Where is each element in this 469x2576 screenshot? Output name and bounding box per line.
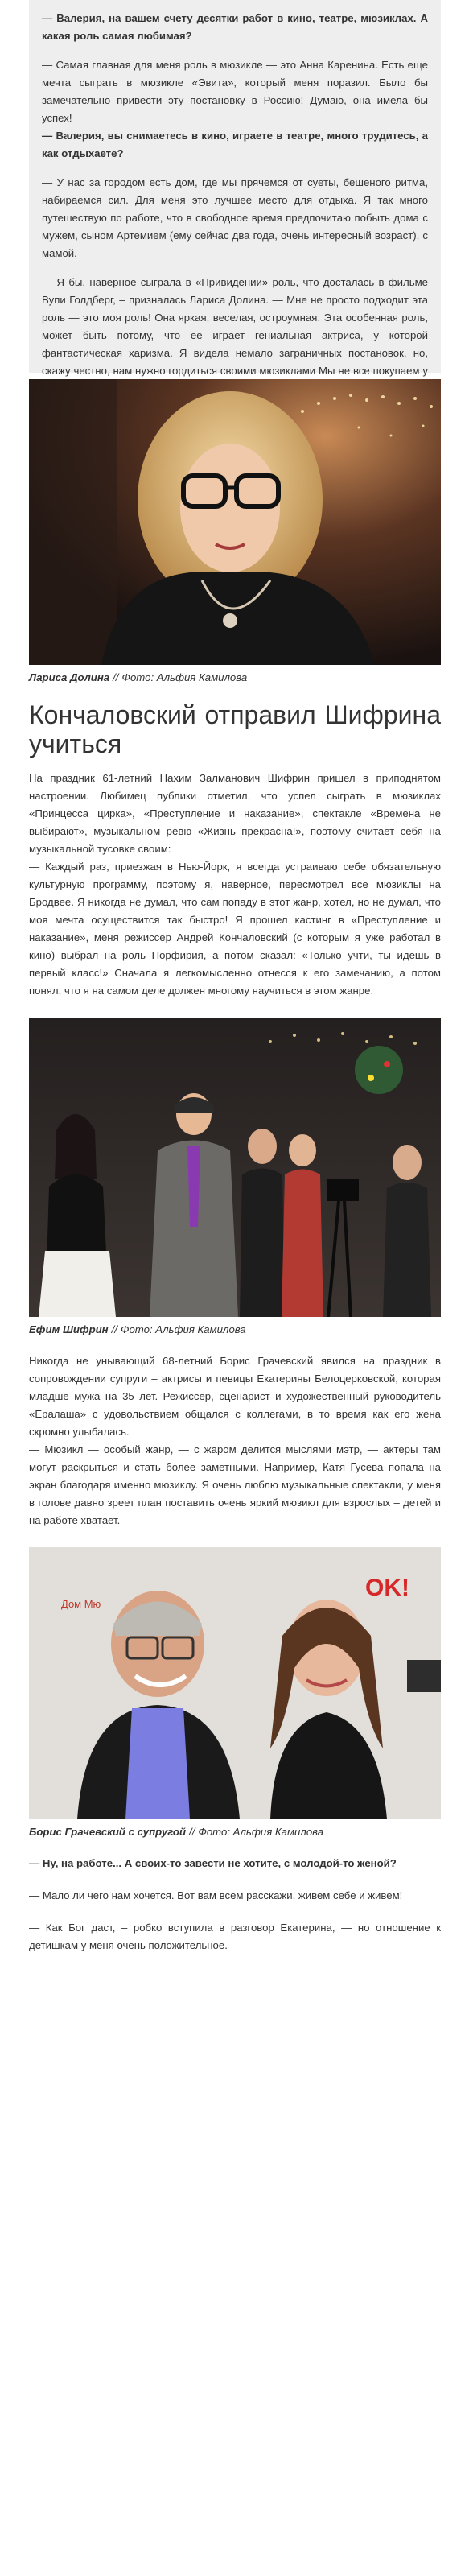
caption-separator: // bbox=[189, 1826, 195, 1838]
caption-separator: // bbox=[113, 671, 119, 683]
section-body bbox=[29, 1352, 441, 1530]
dialogue-question: — Ну, на работе... А своих-то завести не хотите, с молодой-то женой? bbox=[29, 1857, 397, 1869]
paragraph: — Каждый раз, приезжая в Нью-Йорк, я всегда устраиваю себе обязательную культурную программу, поэтому я, наверное, пересмотрел все мюзиклы на Бродвее. Я никогда не думал, что сам попаду в этот жанр, хотел, но не думал, что моя мечта осуществится так быстро! Я прошел кастинг в «Преступление и наказание», меня режиссер Андрей Кончаловский (с которым я уже работал в кино) выбрал на роль Порфирия, а потом сказал: «Только учти, ты идешь в первый класс!» Сначала я легкомысленно отнесся к его замечанию, а потом понял, что я на самом деле должен многому научиться в этом жанре. bbox=[29, 861, 441, 997]
caption-name: Ефим Шифрин bbox=[29, 1323, 109, 1335]
photo-caption bbox=[29, 1322, 441, 1338]
backdrop-logo-ok: OK! bbox=[365, 1575, 409, 1601]
section-dialogue bbox=[29, 1855, 441, 1955]
interview-answer: — Самая главная для меня роль в мюзикле — это Анна Каренина. Есть еще мечта сыграть в мюзикле «Эвита», который меня поразил. Было бы замечательно привести эту постановку в Россию! Думаю, она имела бы успех! bbox=[42, 59, 428, 124]
caption-credit: Фото: Альфия Камилова bbox=[120, 1323, 246, 1335]
caption-name: Борис Грачевский с супругой bbox=[29, 1826, 187, 1838]
caption-credit: Фото: Альфия Камилова bbox=[121, 671, 248, 683]
photo-boris-grachevsky-image bbox=[29, 1547, 441, 1819]
photo-caption bbox=[29, 670, 441, 686]
paragraph: На праздник 61-летний Нахим Залманович Шифрин пришел в приподнятом настроении. Любимец публики отметил, что успел сыграть в мюзиклах «Принцесса цирка», «Преступление и наказание», спектакле «Времена не выбирают», музыкальном ревю «Жизнь прекрасна!», поэтому считает себя на музыкальной тусовке своим: bbox=[29, 772, 441, 855]
article bbox=[29, 0, 441, 1969]
section-body bbox=[29, 770, 441, 1000]
interview-question: — Валерия, на вашем счету десятки работ в кино, театре, мюзиклах. А какая роль самая любимая? bbox=[42, 12, 428, 42]
photo-efim-shifrin-image bbox=[29, 1018, 441, 1317]
section-title: Кончаловский отправил Шифрина учиться bbox=[29, 700, 441, 758]
interview-question: — Валерия, вы снимаетесь в кино, играете в театре, много трудитесь, а как отдыхаете? bbox=[42, 130, 428, 159]
paragraph: — Мюзикл — особый жанр, — с жаром делится мыслями мэтр, — актеры там могут раскрыться и стать более заметными. Например, Катя Гусева попала на экран благодаря именно мюзиклу. Я очень люблю музыкальные спектакли, у меня в голове давно зреет план поставить очень яркий мюзикл для взрослых – детей и на работе хватает. bbox=[29, 1443, 441, 1526]
dialogue-answer: — Как Бог даст, – робко вступила в разговор Екатерина, — но отношение к детишкам у меня очень положительное. bbox=[29, 1922, 441, 1951]
photo-efim-shifrin bbox=[29, 1018, 441, 1317]
interview-answer: — Я бы, наверное сыграла в «Привидении» роль, что досталась в фильме Вупи Голдберг, – призналась Лариса Долина. — Мне не просто подходит эта роль — это моя роль! Она яркая, веселая, остроумная. Эта особенная роль, может быть потому, что ее играет гениальная актриса, у которой фантастическая харизма. Я видела немало заграничных постановок, но, скажу честно, нам нужно гордиться своими мюзиклами Мы не все покупаем у bbox=[42, 276, 428, 377]
photo-boris-grachevsky bbox=[29, 1547, 441, 1819]
interview-block bbox=[29, 0, 441, 377]
paragraph: Никогда не унывающий 68-летний Борис Грачевский явился на праздник в сопровождении супруги – актрисы и певицы Екатерины Белоцерковской, которая младше мужа на 35 лет. Режиссер, сценарист и художественный руководитель «Ералаша» с удовольствием общался с коллегами, в то время как его жена скромно улыбалась. bbox=[29, 1355, 441, 1438]
caption-credit: Фото: Альфия Камилова bbox=[198, 1826, 324, 1838]
interview-answer: — У нас за городом есть дом, где мы прячемся от суеты, бешеного ритма, набираемся сил. Для меня это лучшее место для отдыха. Я так много путешествую по работе, что в свободное время предпочитаю побыть дома с мужем, сыном Артемием (ему сейчас два года, очень интересный возраст), с мамой. bbox=[42, 176, 428, 259]
caption-name: Лариса Долина bbox=[29, 671, 110, 683]
photo-larisa-dolina-image bbox=[29, 379, 441, 665]
dialogue-answer: — Мало ли чего нам хочется. Вот вам всем расскажи, живем себе и живем! bbox=[29, 1889, 403, 1901]
backdrop-logo: Дом Мю bbox=[61, 1598, 101, 1610]
photo-larisa-dolina bbox=[29, 379, 441, 665]
caption-separator: // bbox=[111, 1323, 117, 1335]
photo-caption bbox=[29, 1824, 441, 1840]
